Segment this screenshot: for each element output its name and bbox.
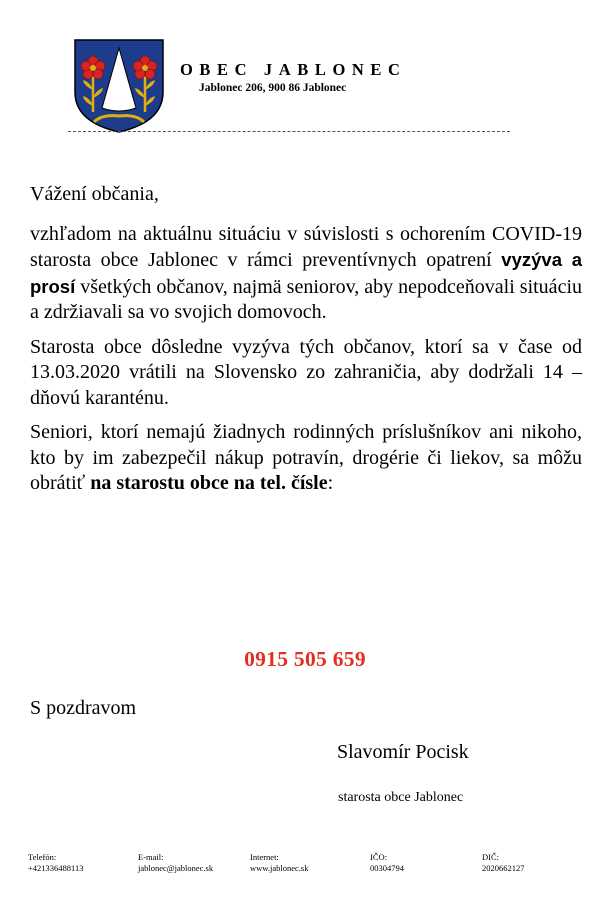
closing: S pozdravom	[30, 697, 137, 719]
footer-ico	[370, 852, 404, 874]
footer-email-value: jablonec@jablonec.sk	[138, 863, 214, 873]
paragraph-1-text: vzhľadom na aktuálnu situáciu v súvislosti s ochorením COVID-19 starosta obce Jablonec v rámci preventívnych opatrení	[30, 222, 582, 271]
header-divider	[68, 131, 510, 132]
footer-internet	[250, 852, 308, 874]
footer-internet-label: Internet:	[250, 852, 279, 862]
paragraph-1-emphasis: vyzýva a prosí	[30, 249, 582, 297]
footer-phone-label: Telefón:	[28, 852, 57, 862]
signature-role: starosta obce Jablonec	[338, 790, 464, 805]
footer-internet-value: www.jablonec.sk	[250, 863, 309, 873]
paragraph-3-text-end: :	[327, 472, 334, 494]
paragraph-3	[30, 420, 582, 497]
paragraph-3-emphasis: na starostu obce na tel. čísle	[90, 472, 328, 494]
footer-dic-value: 2020662127	[482, 863, 525, 873]
footer-phone	[28, 852, 83, 874]
footer-email-label: E-mail:	[138, 852, 164, 862]
signature-name: Slavomír Pocisk	[337, 741, 469, 763]
coat-of-arms-icon	[72, 38, 166, 134]
paragraph-1	[30, 222, 582, 326]
footer-dic-label: DIČ:	[482, 852, 499, 862]
org-name: OBEC JABLONEC	[180, 60, 407, 79]
paragraph-1-text-end: všetkých občanov, najmä seniorov, aby nepodceňovali situáciu a zdržiavali sa vo svojich domovoch.	[30, 275, 582, 323]
org-address: Jablonec 206, 900 86 Jablonec	[199, 82, 347, 94]
phone-number: 0915 505 659	[244, 647, 366, 671]
paragraph-3-text: Seniori, ktorí nemajú žiadnych rodinných príslušníkov ani nikoho, kto by im zabezpečil nákup potravín, drogérie či liekov, sa môžu obrátiť	[30, 421, 582, 494]
footer-email	[138, 852, 213, 874]
footer-ico-label: IČO:	[370, 852, 387, 862]
footer-ico-value: 00304794	[370, 863, 404, 873]
footer-phone-value: +421336488113	[28, 863, 84, 873]
greeting: Vážení občania,	[30, 183, 159, 205]
letter-body	[30, 182, 582, 497]
footer-dic	[482, 852, 525, 874]
paragraph-2: Starosta obce dôsledne vyzýva tých občanov, ktorí sa v čase od 13.03.2020 vrátili na Slovensko zo zahraničia, aby dodržali 14 – dňovú karanténu.	[30, 335, 582, 409]
